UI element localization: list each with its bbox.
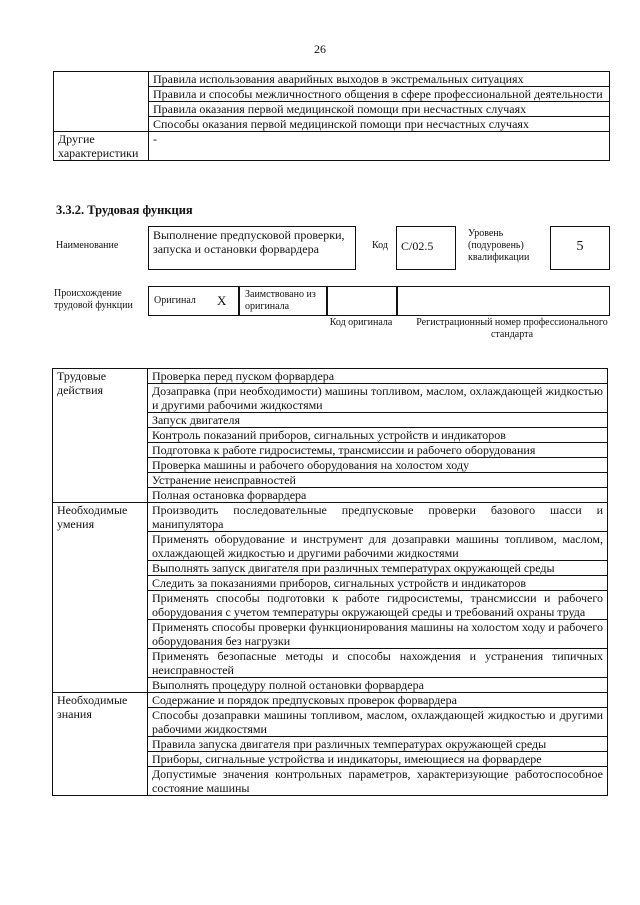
table-cell: Правила запуска двигателя при различных температурах окружающей среды <box>148 737 608 752</box>
code-caption: Код оригинала <box>329 317 393 328</box>
name-value: Выполнение предпусковой проверки, запуска и остановки форвардера <box>148 226 356 270</box>
table-cell: Полная остановка форвардера <box>148 488 608 503</box>
table-cell: Правила оказания первой медицинской помощи при несчастных случаях <box>149 102 610 117</box>
origin-label: Происхождение трудовой функции <box>54 288 133 311</box>
table-cell: Проверка машины и рабочего оборудования на холостом ходу <box>148 458 608 473</box>
row-label-empty <box>54 72 149 132</box>
level-label: Уровень (подуровень) квалификации <box>468 228 530 263</box>
table-cell: Применять способы подготовки к работе гидросистемы, трансмиссии и рабочего оборудования с учетом температуры окружающей среды и требований охраны труда <box>148 591 608 620</box>
requirements-table-continued <box>53 71 610 161</box>
table-cell: Правила и способы межличностного общения в сфере профессиональной деятельности <box>149 87 610 102</box>
function-header <box>56 226 612 272</box>
page-number: 26 <box>314 42 326 56</box>
section-title: 3.3.2. Трудовая функция <box>56 203 193 217</box>
table-cell: Применять безопасные методы и способы нахождения и устранения типичных неисправностей <box>148 649 608 678</box>
table-cell: Производить последовательные предпусковые проверки базового шасси и манипулятора <box>148 503 608 532</box>
table-cell: - <box>149 132 610 161</box>
original-mark: X <box>217 293 227 308</box>
borrowed-label: Заимствовано из оригинала <box>245 289 316 312</box>
code-value: C/02.5 <box>396 226 456 270</box>
table-cell: Правила использования аварийных выходов в экстремальных ситуациях <box>149 72 610 87</box>
row-label-knowledge: Необходимые знания <box>53 693 148 796</box>
name-label: Наименование <box>56 240 119 251</box>
row-label-other: Другие характеристики <box>54 132 149 161</box>
row-label-skills: Необходимые умения <box>53 503 148 693</box>
table-cell: Контроль показаний приборов, сигнальных устройств и индикаторов <box>148 428 608 443</box>
table-cell: Запуск двигателя <box>148 413 608 428</box>
table-cell: Следить за показаниями приборов, сигнальных устройств и индикаторов <box>148 576 608 591</box>
table-cell: Применять оборудование и инструмент для дозаправки машины топливом, маслом, охлаждающей жидкостью и другими рабочими жидкостями <box>148 532 608 561</box>
borrowed-box <box>238 286 328 316</box>
table-cell: Устранение неисправностей <box>148 473 608 488</box>
table-cell: Способы оказания первой медицинской помощи при несчастных случаях <box>149 117 610 132</box>
table-cell: Подготовка к работе гидросистемы, трансмиссии и рабочего оборудования <box>148 443 608 458</box>
code-original-box <box>326 286 398 316</box>
code-label: Код <box>372 240 388 251</box>
table-cell: Применять способы проверки функционирования машины на холостом ходу и рабочего оборудования без нагрузки <box>148 620 608 649</box>
table-cell: Выполнять процедуру полной остановки форвардера <box>148 678 608 693</box>
table-cell: Дозаправка (при необходимости) машины топливом, маслом, охлаждающей жидкостью и другими рабочими жидкостями <box>148 384 608 413</box>
level-value: 5 <box>550 226 610 270</box>
function-details-table <box>52 368 608 796</box>
original-label: Оригинал <box>154 295 196 306</box>
table-cell: Выполнять запуск двигателя при различных температурах окружающей среды <box>148 561 608 576</box>
table-cell: Допустимые значения контрольных параметров, характеризующие работоспособное состояние машины <box>148 767 608 796</box>
reg-number-box <box>396 286 610 316</box>
origin-row <box>54 286 610 346</box>
table-cell: Содержание и порядок предпусковых проверок форвардера <box>148 693 608 708</box>
row-label-actions: Трудовые действия <box>53 369 148 503</box>
table-cell: Способы дозаправки машины топливом, маслом, охлаждающей жидкостью и другими рабочими жидкостями <box>148 708 608 737</box>
original-box <box>148 286 240 316</box>
reg-caption: Регистрационный номер профессионального стандарта <box>416 317 608 340</box>
table-cell: Проверка перед пуском форвардера <box>148 369 608 384</box>
table-cell: Приборы, сигнальные устройства и индикаторы, имеющиеся на форвардере <box>148 752 608 767</box>
